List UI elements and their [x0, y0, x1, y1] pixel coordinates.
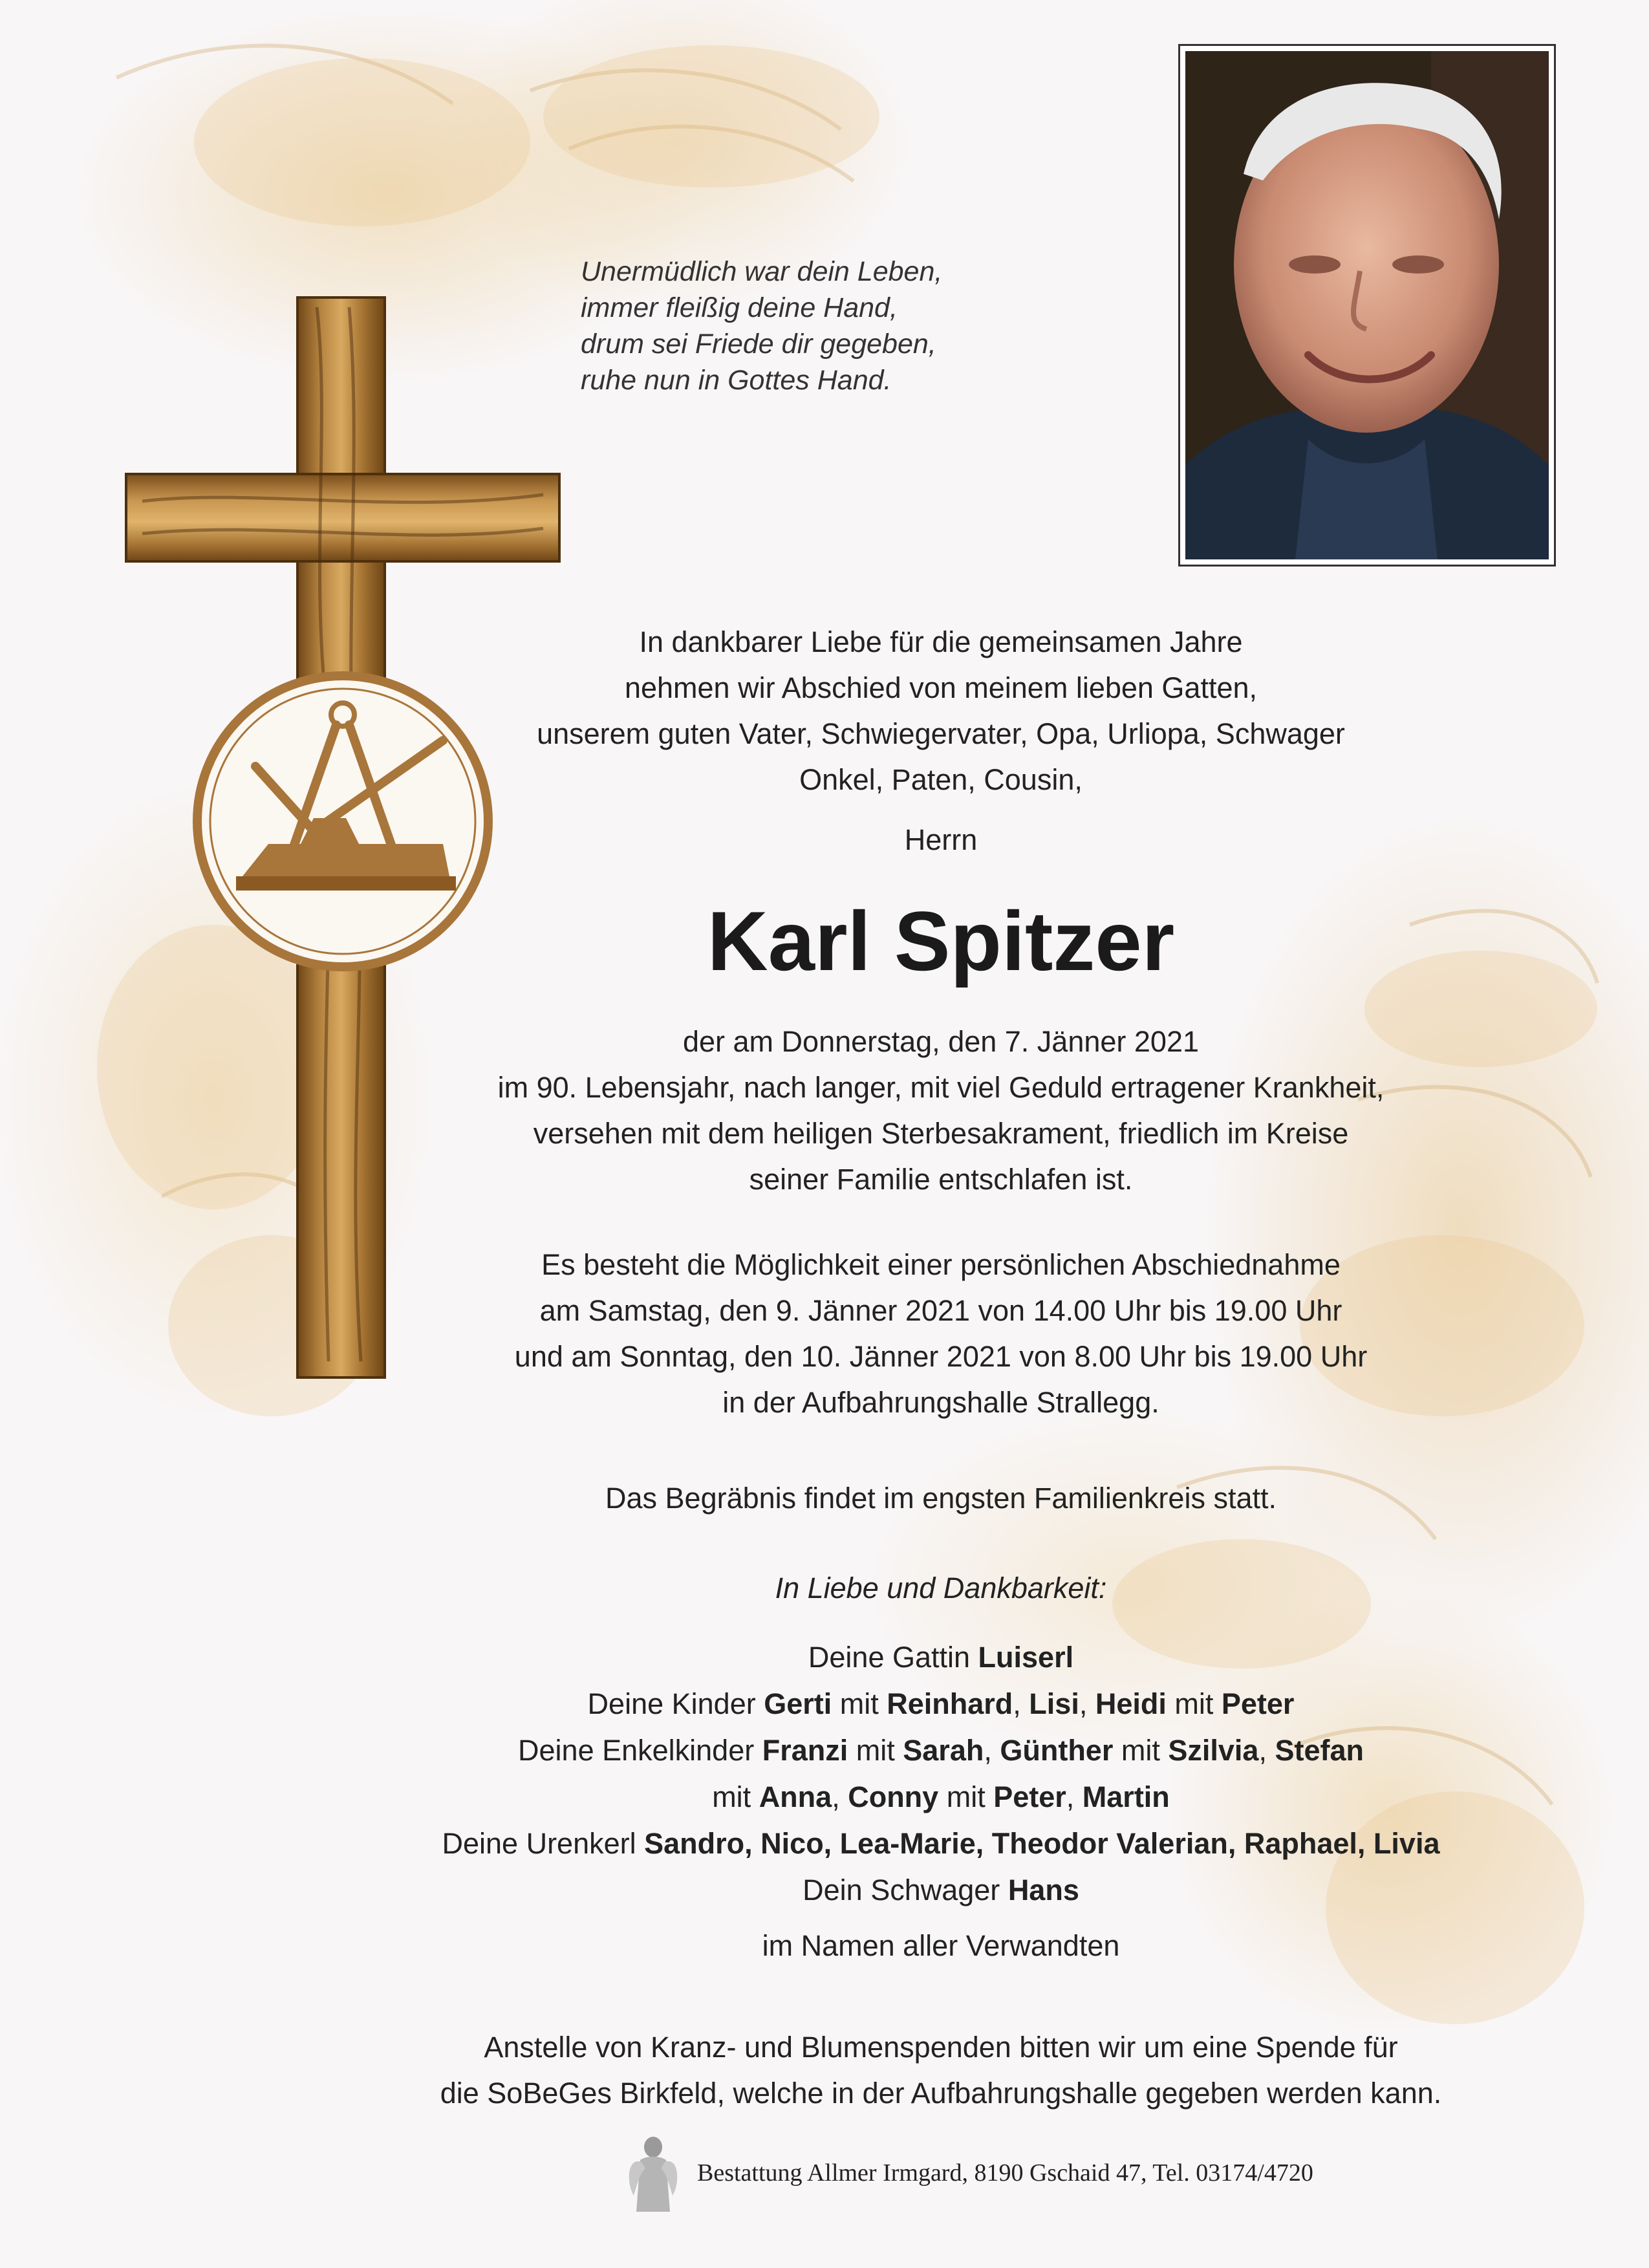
farewell-info [362, 1242, 1520, 1425]
mourner-prefix: Dein Schwager [803, 1874, 1008, 1906]
mourner-conj: mit [712, 1780, 759, 1813]
death-notice-line: seiner Familie entschlafen ist. [749, 1163, 1133, 1196]
mourner-sep: , [984, 1734, 1000, 1767]
mourner-name: Sandro, Nico, Lea-Marie, Theodor Valerian, Raphael, Livia [644, 1827, 1440, 1860]
mourner-name: Martin [1082, 1780, 1170, 1813]
mourner-line-grandchildren [362, 1727, 1520, 1774]
mourner-conj: mit [848, 1734, 903, 1767]
death-notice-line: versehen mit dem heiligen Sterbesakrament, friedlich im Kreise [533, 1117, 1349, 1150]
mourner-line-great-grandchildren [362, 1820, 1520, 1867]
mourner-prefix: Deine Kinder [587, 1687, 764, 1720]
funeral-home-footer [627, 2131, 1313, 2215]
footer-text: Bestattung Allmer Irmgard, 8190 Gschaid 47, Tel. 03174/4720 [697, 2159, 1313, 2187]
intro-line: unserem guten Vater, Schwiegervater, Opa, Urliopa, Schwager [537, 717, 1345, 750]
mourner-line-children [362, 1681, 1520, 1727]
mourner-name: Luiserl [978, 1641, 1074, 1674]
mourner-line-relatives: im Namen aller Verwandten [762, 1929, 1120, 1962]
mourner-name: Conny [848, 1780, 939, 1813]
death-notice-line: der am Donnerstag, den 7. Jänner 2021 [682, 1025, 1200, 1058]
mourner-name: Lisi [1029, 1687, 1079, 1720]
angel-logo-icon [627, 2131, 679, 2215]
farewell-line: am Samstag, den 9. Jänner 2021 von 14.00 Uhr bis 19.00 Uhr [539, 1294, 1342, 1327]
mourner-name: Gerti [764, 1687, 832, 1720]
mourners-list [362, 1634, 1520, 1969]
donation-line: die SoBeGes Birkfeld, welche in der Aufbahrungshalle gegeben werden kann. [440, 2077, 1442, 2110]
deceased-name: Karl Spitzer [707, 894, 1175, 988]
mourner-conj: mit [938, 1780, 994, 1813]
mourner-conj: mit [1166, 1687, 1222, 1720]
donation-request [362, 2024, 1520, 2116]
poem-line: immer fleißig deine Hand, [581, 292, 898, 323]
mourner-conj: mit [832, 1687, 887, 1720]
farewell-line: Es besteht die Möglichkeit einer persönlichen Abschiednahme [541, 1248, 1341, 1281]
intro-line: Onkel, Paten, Cousin, [799, 763, 1083, 796]
mourner-line-grandchildren-2 [362, 1774, 1520, 1820]
poem-line: drum sei Friede dir gegeben, [581, 329, 936, 360]
portrait-image [1185, 51, 1549, 559]
mourner-sep: , [832, 1780, 848, 1813]
mourner-name: Szilvia [1168, 1734, 1259, 1767]
mourner-name: Heidi [1095, 1687, 1167, 1720]
mourner-prefix: Deine Gattin [808, 1641, 978, 1674]
mourner-line-brother-in-law [362, 1867, 1520, 1914]
poem-line: Unermüdlich war dein Leben, [581, 256, 943, 287]
death-notice-line: im 90. Lebensjahr, nach langer, mit viel Geduld ertragener Krankheit, [497, 1071, 1385, 1104]
funeral-note: Das Begräbnis findet im engsten Familienkreis statt. [605, 1482, 1277, 1515]
mourner-sep: , [1013, 1687, 1029, 1720]
mourner-prefix: Deine Enkelkinder [518, 1734, 762, 1767]
mourner-name: Anna [759, 1780, 832, 1813]
intro-line: nehmen wir Abschied von meinem lieben Gatten, [624, 671, 1258, 704]
mourner-sep: , [1079, 1687, 1095, 1720]
intro-line: In dankbarer Liebe für die gemeinsamen Jahre [639, 625, 1243, 658]
mourner-name: Sarah [903, 1734, 984, 1767]
mourner-conj: mit [1113, 1734, 1169, 1767]
donation-line: Anstelle von Kranz- und Blumenspenden bitten wir um eine Spende für [484, 2031, 1398, 2064]
mourner-prefix: Deine Urenkerl [442, 1827, 645, 1860]
death-notice [362, 1019, 1520, 1202]
portrait-photo [1178, 44, 1556, 567]
mourner-sep: , [1066, 1780, 1083, 1813]
mourner-name: Hans [1008, 1874, 1079, 1906]
mourner-name: Reinhard [887, 1687, 1013, 1720]
farewell-line: in der Aufbahrungshalle Strallegg. [722, 1386, 1159, 1419]
salutation: Herrn [904, 823, 978, 856]
farewell-line: und am Sonntag, den 10. Jänner 2021 von 8.00 Uhr bis 19.00 Uhr [514, 1340, 1368, 1373]
mourner-name: Franzi [762, 1734, 848, 1767]
poem-line: ruhe nun in Gottes Hand. [581, 365, 892, 396]
mourner-sep: , [1258, 1734, 1275, 1767]
mourner-name: Peter [1221, 1687, 1295, 1720]
mourners-heading: In Liebe und Dankbarkeit: [775, 1571, 1107, 1604]
mourner-name: Peter [993, 1780, 1066, 1813]
mourner-name: Stefan [1275, 1734, 1364, 1767]
poem [581, 254, 1098, 398]
mourner-line-wife [362, 1634, 1520, 1681]
mourner-name: Günther [1000, 1734, 1114, 1767]
intro-text [362, 619, 1520, 863]
